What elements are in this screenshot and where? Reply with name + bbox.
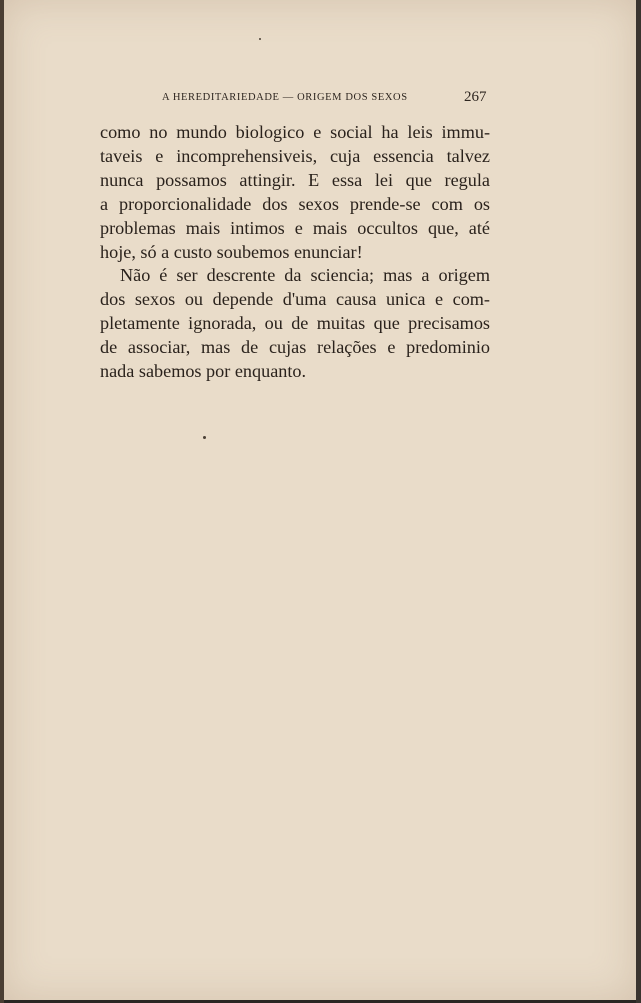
running-header: A HEREDITARIEDADE — ORIGEM DOS SEXOS: [162, 92, 408, 103]
text-line: problemas mais intimos e mais occultos que, até: [100, 217, 490, 238]
text-line: a proporcionalidade dos sexos prende-se com os: [100, 193, 490, 214]
text-line: nada sabemos por enquanto.: [100, 361, 307, 382]
text-line: Não é ser descrente da sciencia; mas a origem: [120, 265, 490, 286]
book-fore-edge: [636, 0, 641, 1003]
text-line: taveis e incomprehensiveis, cuja essencia talvez: [100, 145, 490, 166]
text-line: de associar, mas de cujas relações e predominio: [100, 337, 490, 358]
text-line: hoje, só a custo soubemos enunciar!: [100, 241, 363, 262]
ink-speck: [203, 436, 206, 439]
text-line: pletamente ignorada, ou de muitas que precisamos: [100, 313, 490, 334]
body-text: [100, 121, 490, 384]
page-number: 267: [464, 89, 487, 105]
text-line: dos sexos ou depende d'uma causa unica e com-: [100, 289, 490, 310]
text-line: nunca possamos attingir. E essa lei que regula: [100, 169, 490, 190]
book-page: [4, 0, 636, 1000]
ink-speck: [259, 38, 261, 40]
text-line: como no mundo biologico e social ha leis immu-: [100, 122, 490, 142]
